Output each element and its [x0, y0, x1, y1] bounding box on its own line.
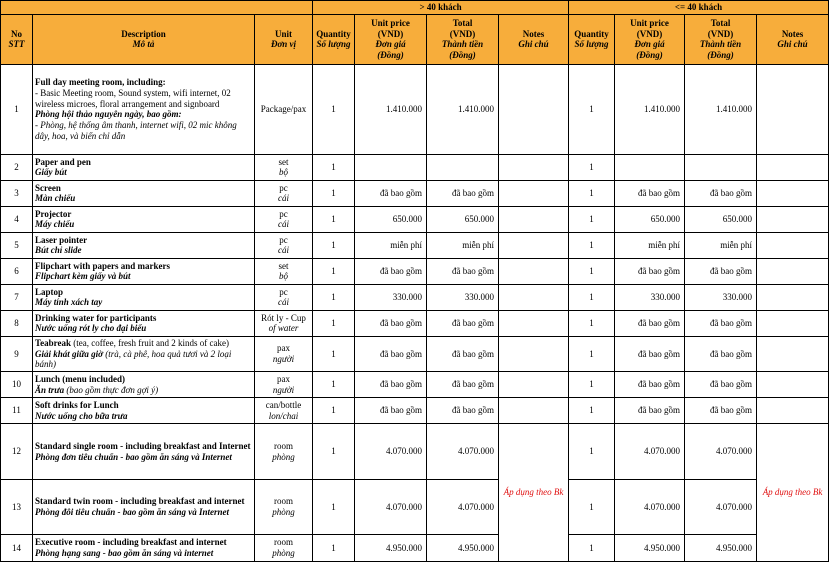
row-price-2: miễn phí: [615, 232, 685, 258]
row-price-1: đã bao gồm: [355, 180, 427, 206]
desc-vi: Bút chỉ slide: [35, 245, 82, 256]
row-description: [33, 232, 255, 258]
row-total-2: đã bao gồm: [685, 398, 757, 424]
desc-vi: Giấy bút: [35, 167, 67, 178]
unit-en: pax: [277, 373, 291, 384]
table-row: [1, 398, 829, 424]
row-description: [33, 424, 255, 480]
row-unit: [255, 535, 313, 562]
desc-vi: Phòng hội thảo nguyên ngày, bao gồm:: [35, 109, 182, 120]
row-price-2: đã bao gồm: [615, 372, 685, 398]
row-total-2: 4.070.000: [685, 480, 757, 535]
row-unit: [255, 310, 313, 336]
row-total-2: đã bao gồm: [685, 372, 757, 398]
desc-en-extra: - Basic Meeting room, Sound system, wifi internet, 02 wireless microes, floral arrangement and signboard: [35, 87, 231, 109]
col-total-2: Total (VND) Thành tiền (Đồng): [685, 14, 757, 64]
unit-vi: phòng: [272, 507, 295, 518]
group-gt-40: > 40 khách: [313, 1, 569, 15]
unit-en: room: [274, 496, 294, 507]
unit-vi: cái: [278, 297, 290, 308]
desc-vi-extra: - Phòng, hệ thống âm thanh, internet wifi, 02 mic không dây, hoa, và biển chỉ dẫn: [35, 120, 237, 141]
unit-en: pc: [279, 208, 288, 219]
row-qty-2: 1: [569, 398, 615, 424]
row-unit: [255, 206, 313, 232]
desc-vi: Ăn trưa: [35, 384, 65, 395]
row-total-1: [427, 154, 499, 180]
table-row: [1, 336, 829, 371]
row-description: [33, 284, 255, 310]
row-notes-1: [499, 180, 569, 206]
table-row: [1, 424, 829, 480]
row-price-2: đã bao gồm: [615, 258, 685, 284]
row-price-1: miễn phí: [355, 232, 427, 258]
desc-en: Lunch (menu included): [35, 373, 126, 384]
unit-en: set: [278, 156, 289, 167]
row-no: 10: [1, 372, 33, 398]
desc-en-extra: (tea, coffee, fresh fruit and 2 kinds of cake): [73, 337, 230, 348]
row-qty-1: 1: [313, 424, 355, 480]
row-description: [33, 258, 255, 284]
unit-en: pax: [277, 343, 291, 354]
row-price-2: đã bao gồm: [615, 310, 685, 336]
table-row: [1, 372, 829, 398]
desc-vi: Flipchart kèm giấy và bút: [35, 271, 131, 282]
row-qty-1: 1: [313, 154, 355, 180]
row-notes-2: [757, 180, 829, 206]
row-notes-2: [757, 398, 829, 424]
desc-en: Executive room - including breakfast and internet: [35, 537, 227, 548]
unit-vi: bộ: [279, 271, 289, 282]
row-qty-1: 1: [313, 232, 355, 258]
row-total-1: 1.410.000: [427, 64, 499, 154]
desc-vi: Giải khát giữa giờ: [35, 348, 103, 359]
row-price-1: 4.950.000: [355, 535, 427, 562]
row-notes-1: [499, 206, 569, 232]
row-qty-2: 1: [569, 154, 615, 180]
row-notes-1: [499, 398, 569, 424]
desc-en: Soft drinks for Lunch: [35, 399, 119, 410]
row-total-2: đã bao gồm: [685, 310, 757, 336]
row-notes-1: [499, 372, 569, 398]
row-qty-2: 1: [569, 310, 615, 336]
row-qty-1: 1: [313, 64, 355, 154]
row-qty-1: 1: [313, 535, 355, 562]
row-notes-1: [499, 258, 569, 284]
row-no: 11: [1, 398, 33, 424]
col-unit-price-1: Unit price (VND) Đơn giá (Đồng): [355, 14, 427, 64]
row-total-1: 4.070.000: [427, 480, 499, 535]
row-price-1: đã bao gồm: [355, 310, 427, 336]
row-qty-1: 1: [313, 372, 355, 398]
desc-vi: Nước uống rót ly cho đại biểu: [35, 323, 147, 334]
desc-vi: Phòng đôi tiêu chuẩn - bao gồm ăn sáng và Internet: [35, 507, 230, 518]
unit-en: Package/pax: [260, 103, 307, 114]
row-notes-2: [757, 154, 829, 180]
row-notes-1: [499, 64, 569, 154]
row-qty-1: 1: [313, 284, 355, 310]
row-total-1: miễn phí: [427, 232, 499, 258]
row-price-1: 1.410.000: [355, 64, 427, 154]
row-notes-1: [499, 154, 569, 180]
row-unit: [255, 64, 313, 154]
row-no: 4: [1, 206, 33, 232]
row-notes-2: [757, 284, 829, 310]
table-row: [1, 480, 829, 535]
row-price-2: 4.070.000: [615, 424, 685, 480]
table-body: [1, 64, 829, 561]
row-price-1: 650.000: [355, 206, 427, 232]
unit-vi: người: [272, 353, 295, 364]
row-total-2: 4.950.000: [685, 535, 757, 562]
unit-en: pc: [279, 286, 288, 297]
row-notes-2: [757, 336, 829, 371]
row-qty-2: 1: [569, 535, 615, 562]
row-qty-2: 1: [569, 336, 615, 371]
row-description: [33, 336, 255, 371]
row-qty-2: 1: [569, 284, 615, 310]
row-no: 6: [1, 258, 33, 284]
unit-vi: người: [272, 384, 295, 395]
row-description: [33, 398, 255, 424]
row-description: [33, 206, 255, 232]
row-total-2: đã bao gồm: [685, 180, 757, 206]
unit-en: pc: [279, 234, 288, 245]
row-description: [33, 372, 255, 398]
row-qty-2: 1: [569, 480, 615, 535]
row-notes-2: [757, 206, 829, 232]
col-notes-2: Notes Ghi chú: [757, 14, 829, 64]
unit-en: Rót ly - Cup: [261, 312, 306, 323]
unit-vi: cái: [278, 193, 290, 204]
row-notes-2: [757, 310, 829, 336]
row-qty-2: 1: [569, 258, 615, 284]
row-qty-2: 1: [569, 372, 615, 398]
header-blank: [1, 1, 313, 15]
desc-en: Projector: [35, 208, 72, 219]
row-price-2: 1.410.000: [615, 64, 685, 154]
unit-vi: lon/chai: [268, 410, 299, 421]
row-description: [33, 64, 255, 154]
desc-vi: Phòng đơn tiêu chuẩn - bao gồm ăn sáng và Internet: [35, 451, 232, 462]
row-qty-1: 1: [313, 480, 355, 535]
row-total-1: đã bao gồm: [427, 372, 499, 398]
row-price-2: đã bao gồm: [615, 398, 685, 424]
row-qty-2: 1: [569, 64, 615, 154]
row-price-1: 4.070.000: [355, 424, 427, 480]
row-total-1: 4.950.000: [427, 535, 499, 562]
col-no: No STT: [1, 14, 33, 64]
table-row: [1, 154, 829, 180]
row-notes-1: [499, 336, 569, 371]
row-unit: [255, 180, 313, 206]
desc-en: Screen: [35, 182, 61, 193]
row-total-1: đã bao gồm: [427, 258, 499, 284]
desc-vi: Máy chiếu: [35, 219, 75, 230]
row-no: 13: [1, 480, 33, 535]
row-unit: [255, 258, 313, 284]
unit-en: set: [278, 260, 289, 271]
col-notes-1: Notes Ghi chú: [499, 14, 569, 64]
row-unit: [255, 424, 313, 480]
desc-vi-extra: (trà, cà phê, hoa quả tươi và 2 loại bánh): [35, 348, 232, 370]
unit-en: room: [274, 440, 294, 451]
row-no: 1: [1, 64, 33, 154]
col-quantity-2: Quantity Số lượng: [569, 14, 615, 64]
desc-en: Flipchart with papers and markers: [35, 260, 170, 271]
table-row: [1, 206, 829, 232]
col-unit: Unit Đơn vị: [255, 14, 313, 64]
table-row: [1, 258, 829, 284]
row-no: 9: [1, 336, 33, 371]
desc-en: Standard single room - including breakfast and Internet: [35, 440, 251, 451]
row-unit: [255, 232, 313, 258]
row-no: 8: [1, 310, 33, 336]
row-qty-1: 1: [313, 310, 355, 336]
desc-vi: Màn chiếu: [35, 193, 76, 204]
row-price-1: [355, 154, 427, 180]
row-price-1: 4.070.000: [355, 480, 427, 535]
row-no: 5: [1, 232, 33, 258]
row-description: [33, 154, 255, 180]
row-total-2: 650.000: [685, 206, 757, 232]
table-row: [1, 284, 829, 310]
row-description: [33, 180, 255, 206]
row-no: 7: [1, 284, 33, 310]
row-total-2: đã bao gồm: [685, 336, 757, 371]
row-notes-1: [499, 284, 569, 310]
row-price-1: đã bao gồm: [355, 398, 427, 424]
row-qty-2: 1: [569, 232, 615, 258]
row-qty-1: 1: [313, 398, 355, 424]
unit-en: room: [274, 537, 294, 548]
row-notes-1-merged: Áp dụng theo Bk: [499, 424, 569, 562]
row-total-1: đã bao gồm: [427, 336, 499, 371]
col-total-1: Total (VND) Thành tiền (Đồng): [427, 14, 499, 64]
row-total-1: đã bao gồm: [427, 310, 499, 336]
desc-vi: Máy tính xách tay: [35, 297, 103, 308]
row-unit: [255, 154, 313, 180]
row-unit: [255, 284, 313, 310]
row-qty-2: 1: [569, 424, 615, 480]
desc-en: Teabreak: [35, 337, 72, 348]
desc-en: Laptop: [35, 286, 64, 297]
row-qty-1: 1: [313, 180, 355, 206]
row-qty-1: 1: [313, 336, 355, 371]
row-notes-1: [499, 310, 569, 336]
row-description: [33, 535, 255, 562]
unit-vi: cái: [278, 219, 290, 230]
desc-en: Full day meeting room, including:: [35, 76, 166, 87]
desc-en: Standard twin room - including breakfast and internet: [35, 496, 245, 507]
row-total-2: đã bao gồm: [685, 258, 757, 284]
unit-vi: phòng: [272, 451, 295, 462]
row-total-2: miễn phí: [685, 232, 757, 258]
row-notes-2: [757, 232, 829, 258]
row-no: 12: [1, 424, 33, 480]
row-total-2: 330.000: [685, 284, 757, 310]
desc-en: Laser pointer: [35, 234, 88, 245]
unit-vi: cái: [278, 245, 290, 256]
table-row: [1, 310, 829, 336]
row-total-1: 650.000: [427, 206, 499, 232]
row-total-1: 330.000: [427, 284, 499, 310]
row-notes-2: [757, 64, 829, 154]
row-notes-2-merged: Áp dụng theo Bk: [757, 424, 829, 562]
row-price-1: đã bao gồm: [355, 372, 427, 398]
row-price-2: 330.000: [615, 284, 685, 310]
row-no: 14: [1, 535, 33, 562]
row-no: 2: [1, 154, 33, 180]
row-notes-2: [757, 258, 829, 284]
row-qty-2: 1: [569, 206, 615, 232]
unit-vi: phòng: [272, 548, 295, 559]
desc-en: Drinking water for participants: [35, 312, 157, 323]
unit-vi: of water: [268, 323, 299, 334]
row-no: 3: [1, 180, 33, 206]
col-quantity-1: Quantity Số lượng: [313, 14, 355, 64]
row-description: [33, 480, 255, 535]
row-total-2: [685, 154, 757, 180]
row-price-2: [615, 154, 685, 180]
row-price-1: đã bao gồm: [355, 336, 427, 371]
desc-vi-extra: (bao gồm thực đơn gợi ý): [66, 384, 159, 395]
row-total-1: 4.070.000: [427, 424, 499, 480]
row-qty-1: 1: [313, 258, 355, 284]
row-price-1: 330.000: [355, 284, 427, 310]
row-total-1: đã bao gồm: [427, 180, 499, 206]
row-qty-2: 1: [569, 180, 615, 206]
desc-vi: Phòng hạng sang - bao gồm ăn sáng và internet: [35, 548, 214, 559]
row-notes-2: [757, 372, 829, 398]
row-unit: [255, 336, 313, 371]
row-price-2: 4.950.000: [615, 535, 685, 562]
row-price-2: đã bao gồm: [615, 180, 685, 206]
row-total-2: 4.070.000: [685, 424, 757, 480]
col-unit-price-2: Unit price (VND) Đơn giá (Đồng): [615, 14, 685, 64]
row-notes-1: [499, 232, 569, 258]
row-qty-1: 1: [313, 206, 355, 232]
desc-vi: Nước uống cho bữa trưa: [35, 410, 128, 421]
row-unit: [255, 372, 313, 398]
row-unit: [255, 480, 313, 535]
table-row: [1, 535, 829, 562]
table-row: [1, 64, 829, 154]
table-row: [1, 180, 829, 206]
row-unit: [255, 398, 313, 424]
unit-vi: bộ: [279, 167, 289, 178]
col-description: Description Mô tả: [33, 14, 255, 64]
row-price-2: 650.000: [615, 206, 685, 232]
unit-en: can/bottle: [265, 399, 302, 410]
row-price-1: đã bao gồm: [355, 258, 427, 284]
row-price-2: đã bao gồm: [615, 336, 685, 371]
unit-en: pc: [279, 182, 288, 193]
table-row: [1, 232, 829, 258]
group-le-40: <= 40 khách: [569, 1, 829, 15]
row-total-2: 1.410.000: [685, 64, 757, 154]
desc-en: Paper and pen: [35, 156, 91, 167]
row-description: [33, 310, 255, 336]
row-total-1: đã bao gồm: [427, 398, 499, 424]
row-price-2: 4.070.000: [615, 480, 685, 535]
